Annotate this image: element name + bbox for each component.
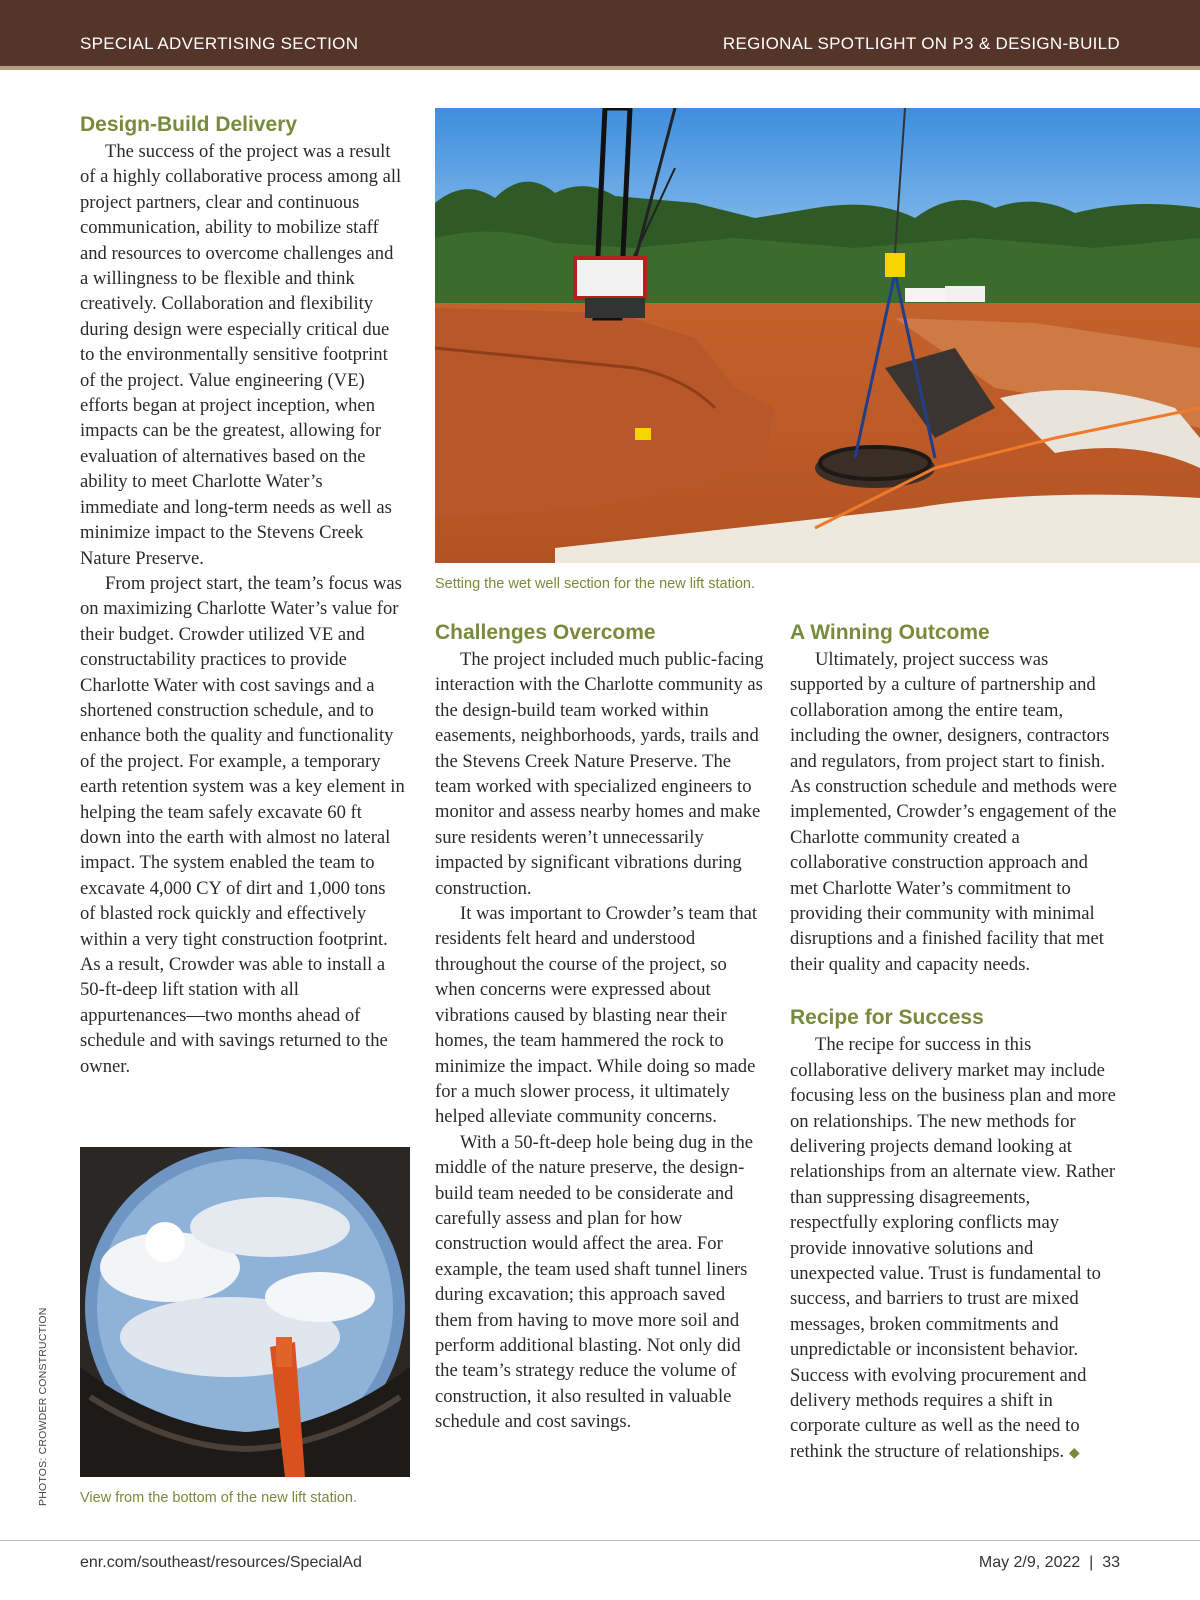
footer-date-page: May 2/9, 2022 | 33 bbox=[978, 1554, 1120, 1571]
section-label: SPECIAL ADVERTISING SECTION bbox=[80, 34, 359, 53]
lift-station-view-photo bbox=[80, 1147, 410, 1477]
spotlight-label: REGIONAL SPOTLIGHT ON P3 & DESIGN-BUILD bbox=[722, 34, 1120, 53]
footer-url: enr.com/southeast/resources/SpecialAd bbox=[80, 1554, 362, 1571]
paragraph: From project start, the team’s focus was on maximizing Charlotte Water’s value for their budget. Crowder utilized VE and constructability practices to provide Charlotte Water with cost savings and a shortened construction schedule, and to enhance both the quality and functionality of the project. For example, a temporary earth retention system was a key element in helping the team safely excavate 60 ft down into the earth with almost no lateral impact. The system enabled the team to excavate 4,000 CY of dirt and 1,000 tons of blasted rock quickly and effectively within a very tight construction footprint. As a result, Crowder was able to install a 50-ft-deep lift station with all appurtenances—two months ahead of schedule and with savings returned to the owner. bbox=[80, 572, 405, 1077]
section-banner bbox=[0, 0, 1200, 70]
paragraph: The recipe for success in this collaborative delivery market may include focusing less on the business plan and more on relationships. The new methods for delivering projects demand looking at relationships from an alternate view. Rather than suppressing disagreements, respectfully exploring conflicts may provide innovative solutions and unexpected value. Trust is fundamental to success, and barriers to trust are mixed messages, broken commitments and unpredictable or inconsistent behavior. Success with evolving procurement and delivery methods requires a shift in corporate culture as well as the need to rethink the structure of relationships. bbox=[790, 1034, 1116, 1462]
column-3 bbox=[790, 619, 1120, 1466]
column-1 bbox=[80, 111, 405, 1079]
end-mark-icon: ◆ bbox=[1068, 1445, 1080, 1461]
heading-winning-outcome: A Winning Outcome bbox=[790, 621, 990, 644]
column-2 bbox=[435, 619, 765, 1435]
heading-recipe-for-success: Recipe for Success bbox=[790, 1006, 984, 1030]
paragraph: With a 50-ft-deep hole being dug in the middle of the nature preserve, the design-build team needed to be considerate and carefully assess and plan for how construction would affect the area. For example, the team used shaft tunnel liners during excavation; this approach saved them from having to move more soil and perform additional blasting. Not only did the team’s strategy reduce the volume of construction, it also resulted in valuable schedule and cost savings. bbox=[435, 1131, 754, 1433]
top-photo-caption: Setting the wet well section for the new lift station. bbox=[435, 576, 755, 592]
paragraph: Ultimately, project success was supported by a culture of partnership and collaboration among the entire team, including the owner, designers, contractors and regulators, from project start to finish. As construction schedule and methods were implemented, Crowder’s engagement of the Charlotte community created a collaborative construction approach and met Charlotte Water’s commitment to providing their community with minimal disruptions and a finished facility that met their quality and capacity needs. bbox=[790, 649, 1117, 975]
photo-credit: PHOTOS: CROWDER CONSTRUCTION bbox=[37, 1307, 49, 1506]
bottom-photo-caption: View from the bottom of the new lift station. bbox=[80, 1490, 357, 1506]
paragraph-final bbox=[790, 1032, 1120, 1466]
paragraph: It was important to Crowder’s team that residents felt heard and understood throughout the course of the project, so when concerns were expressed about vibrations caused by blasting near their homes, the team hammered the rock to minimize the impact. While doing so made for a much slower process, it ultimately helped alleviate community concerns. bbox=[435, 903, 758, 1128]
heading-design-build-delivery: Design-Build Delivery bbox=[80, 113, 298, 136]
paragraph: The success of the project was a result of a highly collaborative process among all project partners, clear and continuous communication, ability to mobilize staff and resources to overcome challenges and a willingness to be flexible and think creatively. Collaboration and flexibility during design were especially critical due to the environmentally sensitive footprint of the project. Value engineering (VE) efforts began at project inception, when impacts can be the greatest, allowing for evaluation of alternatives based on the ability to meet Charlotte Water’s immediate and long-term needs as well as minimize impact to the Stevens Creek Nature Preserve. bbox=[80, 141, 402, 569]
construction-site-illustration bbox=[435, 108, 1200, 563]
footer-rule bbox=[0, 1540, 1200, 1541]
lift-station-illustration bbox=[80, 1147, 410, 1477]
heading-challenges-overcome: Challenges Overcome bbox=[435, 621, 656, 644]
paragraph: The project included much public-facing interaction with the Charlotte community as the design-build team worked within easements, neighborhoods, yards, trails and the Stevens Creek Nature Preserve. The team worked with specialized engineers to monitor and assess nearby homes and make sure residents weren’t unnecessarily impacted by significant vibrations during construction. bbox=[435, 649, 764, 899]
construction-site-photo bbox=[435, 108, 1200, 563]
